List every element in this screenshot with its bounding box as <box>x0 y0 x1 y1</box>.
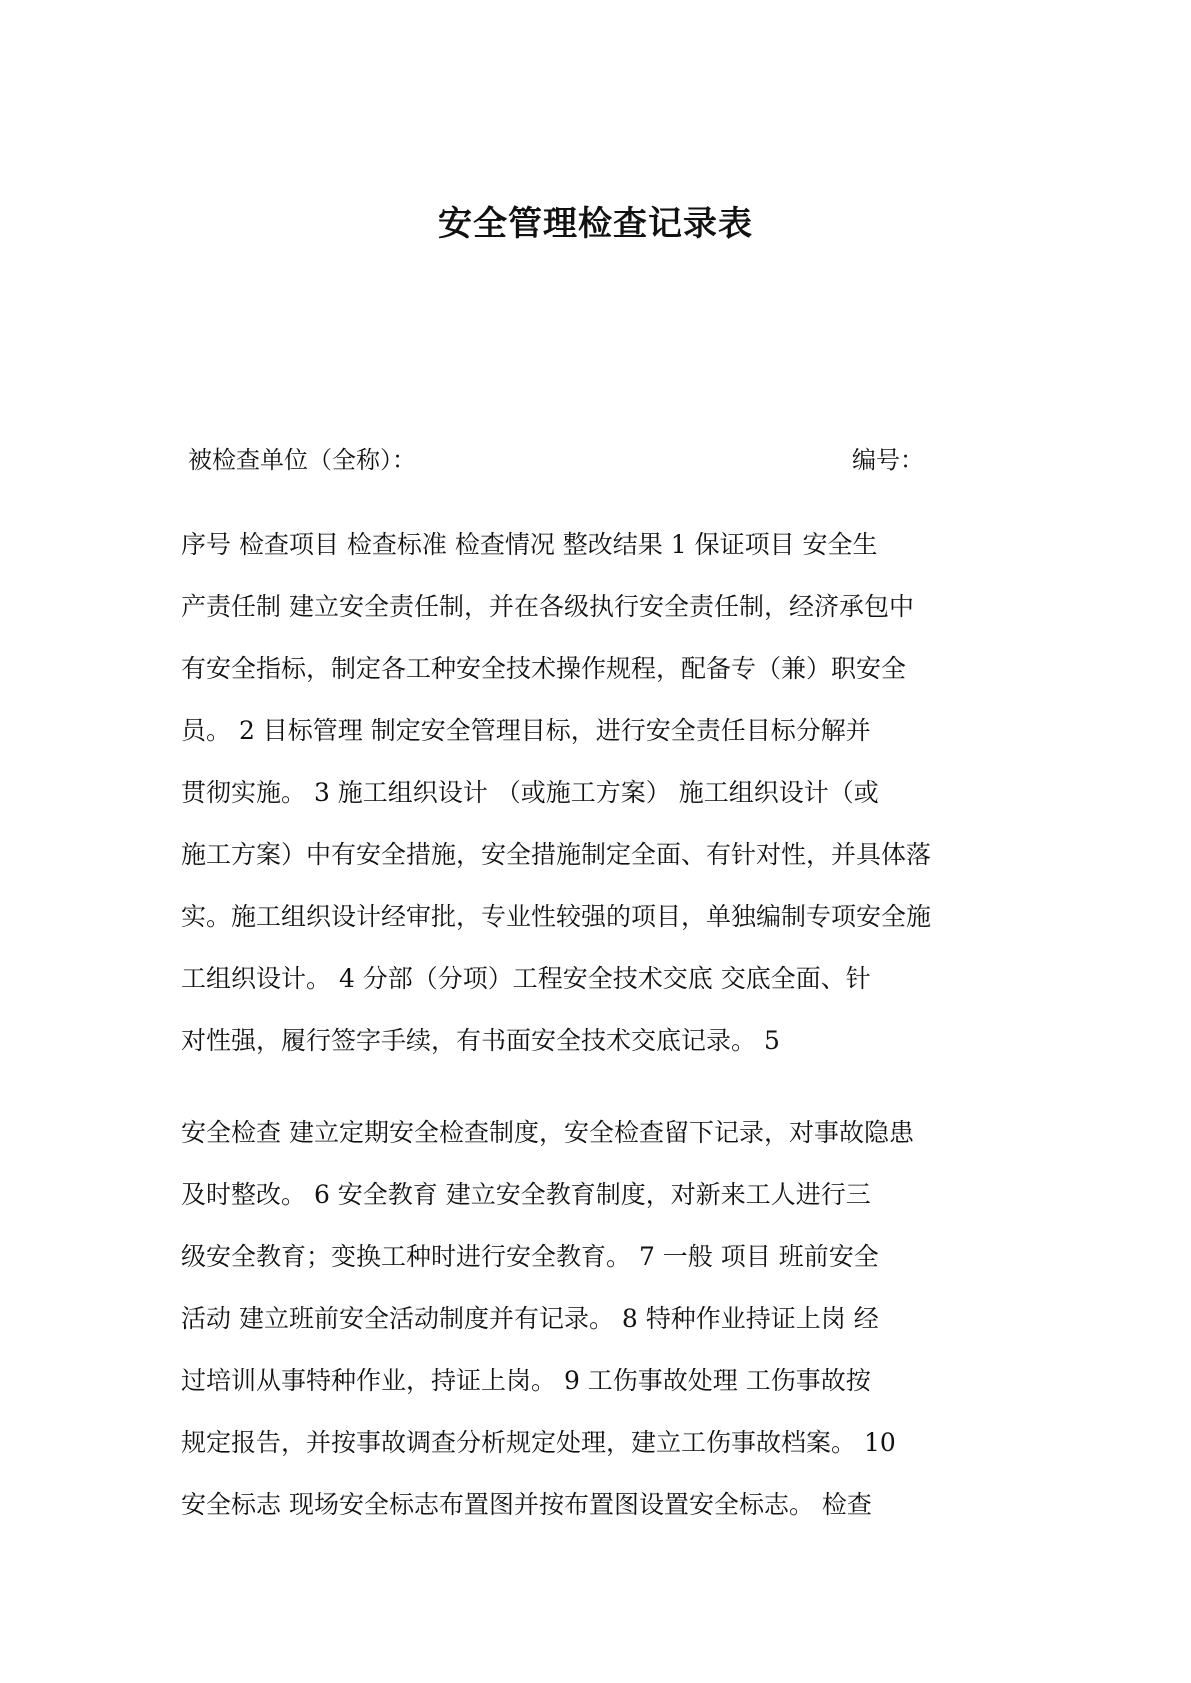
body-line: 安全标志 现场安全标志布置图并按布置图设置安全标志。 检查 <box>181 1490 872 1519</box>
body-line: 有安全指标，制定各工种安全技术操作规程，配备专（兼）职安全 <box>181 654 907 683</box>
body-line: 规定报告，并按事故调查分析规定处理，建立工伤事故档案。 10 <box>181 1428 896 1457</box>
body-line: 级安全教育；变换工种时进行安全教育。 7 一般 项目 班前安全 <box>181 1242 879 1271</box>
body-line: 安全检查 建立定期安全检查制度，安全检查留下记录，对事故隐患 <box>181 1118 914 1147</box>
body-line: 员。 2 目标管理 制定安全管理目标，进行安全责任目标分解并 <box>181 716 871 745</box>
number-label: 编号： <box>852 446 924 474</box>
inspected-unit-label: 被检查单位（全称）： <box>188 446 416 474</box>
body-line: 贯彻实施。 3 施工组织设计 （或施工方案） 施工组织设计（或 <box>181 778 879 807</box>
body-line: 及时整改。 6 安全教育 建立安全教育制度，对新来工人进行三 <box>181 1180 871 1209</box>
body-line: 活动 建立班前安全活动制度并有记录。 8 特种作业持证上岗 经 <box>181 1304 879 1333</box>
body-line: 对性强，履行签字手续，有书面安全技术交底记录。 5 <box>181 1026 780 1055</box>
form-header-row <box>188 440 928 476</box>
body-line: 实。施工组织设计经审批，专业性较强的项目，单独编制专项安全施 <box>181 902 932 931</box>
body-line: 产责任制 建立安全责任制，并在各级执行安全责任制，经济承包中 <box>181 592 914 621</box>
body-line: 序号 检查项目 检查标准 检查情况 整改结果 1 保证项目 安全生 <box>181 530 878 559</box>
body-line: 施工方案）中有安全措施，安全措施制定全面、有针对性，并具体落 <box>181 840 932 869</box>
page-title: 安全管理检查记录表 <box>438 204 753 244</box>
body-line: 工组织设计。 4 分部（分项）工程安全技术交底 交底全面、针 <box>181 964 871 993</box>
body-line: 过培训从事特种作业，持证上岗。 9 工伤事故处理 工伤事故按 <box>181 1366 871 1395</box>
